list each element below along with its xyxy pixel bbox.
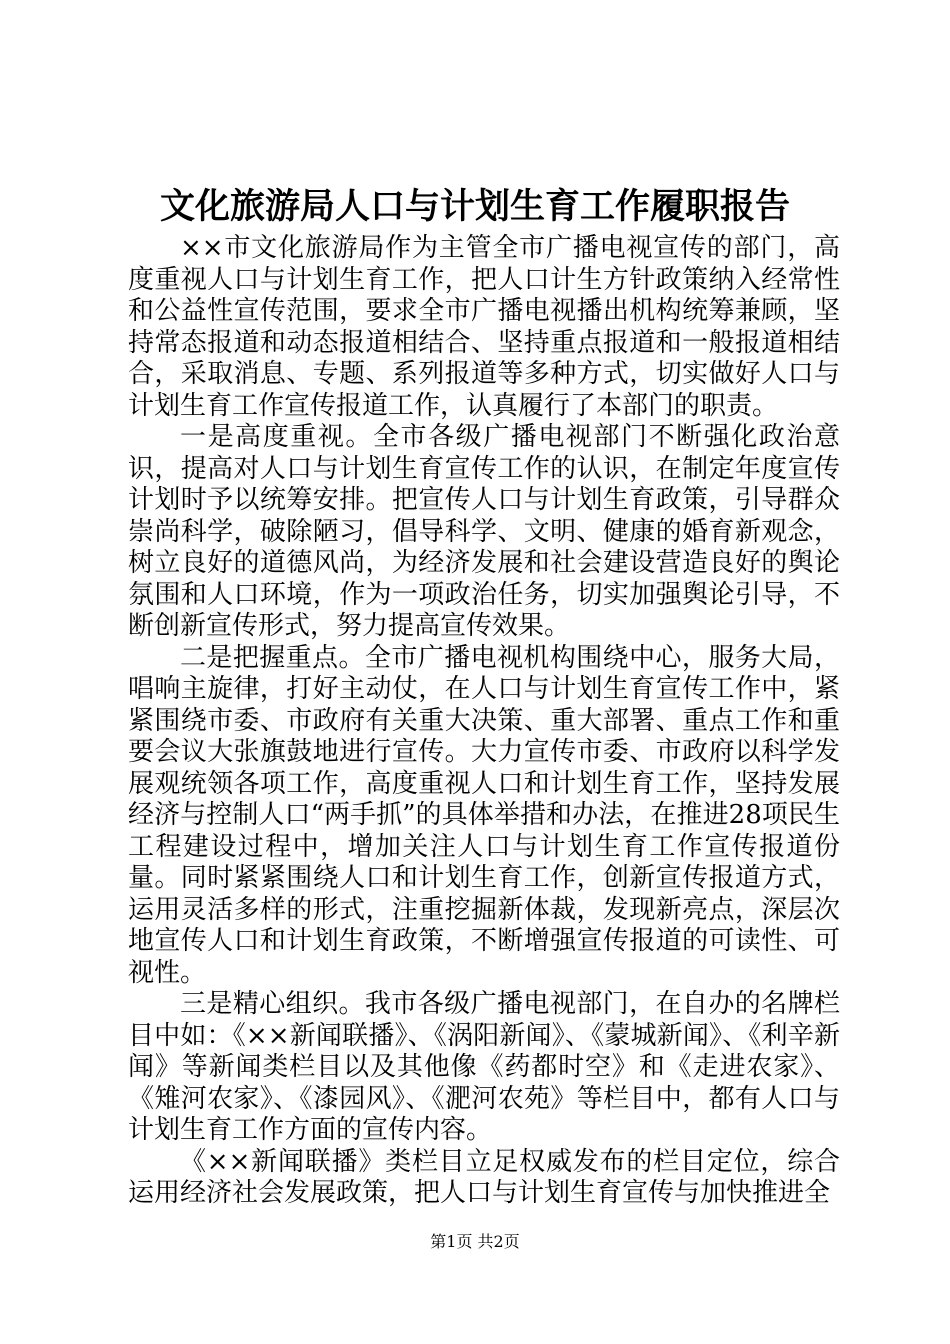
paragraph-news-program: 《××新闻联播》类栏目立足权威发布的栏目定位，综合运用经济社会发展政策，把人口与计划生育宣传与加快推进全 — [128, 1146, 840, 1208]
document-body — [128, 233, 840, 1210]
paragraph-point-two: 二是把握重点。全市广播电视机构围绕中心，服务大局，唱响主旋律，打好主动仗，在人口与计划生育宣传工作中，紧紧围绕市委、市政府有关重大决策、重大部署、重点工作和重要会议大张旗鼓地进行宣传。大力宣传市委、市政府以科学发展观统领各项工作，高度重视人口和计划生育工作，坚持发展经济与控制人口“两手抓”的具体举措和办法，在推进28项民生工程建设过程中，增加关注人口与计划生育工作宣传报道份量。同时紧紧围绕人口和计划生育工作，创新宣传报道方式，运用灵活多样的形式，注重挖掘新体裁，发现新亮点，深层次地宣传人口和计划生育政策，不断增强宣传报道的可读性、可视性。 — [128, 642, 840, 988]
paragraph-intro: ××市文化旅游局作为主管全市广播电视宣传的部门，高度重视人口与计划生育工作，把人口计生方针政策纳入经常性和公益性宣传范围，要求全市广播电视播出机构统筹兼顾，坚持常态报道和动态报道相结合、坚持重点报道和一般报道相结合，采取消息、专题、系列报道等多种方式，切实做好人口与计划生育工作宣传报道工作，认真履行了本部门的职责。 — [128, 233, 840, 421]
paragraph-point-three: 三是精心组织。我市各级广播电视部门，在自办的名牌栏目中如：《××新闻联播》、《涡阳新闻》、《蒙城新闻》、《利辛新闻》等新闻类栏目以及其他像《药都时空》和《走进农家》、《雉河农家》、《漆园风》、《淝河农苑》等栏目中，都有人口与计划生育工作方面的宣传内容。 — [128, 989, 840, 1145]
paragraph-point-one: 一是高度重视。全市各级广播电视部门不断强化政治意识，提高对人口与计划生育宣传工作的认识，在制定年度宣传计划时予以统筹安排。把宣传人口与计划生育政策，引导群众崇尚科学，破除陋习，倡导科学、文明、健康的婚育新观念，树立良好的道德风尚，为经济发展和社会建设营造良好的舆论氛围和人口环境，作为一项政治任务，切实加强舆论引导，不断创新宣传形式，努力提高宣传效果。 — [128, 422, 840, 641]
document-title: 文化旅游局人口与计划生育工作履职报告 — [159, 186, 790, 227]
page-number-footer: 第1页 共2页 — [430, 1232, 520, 1251]
